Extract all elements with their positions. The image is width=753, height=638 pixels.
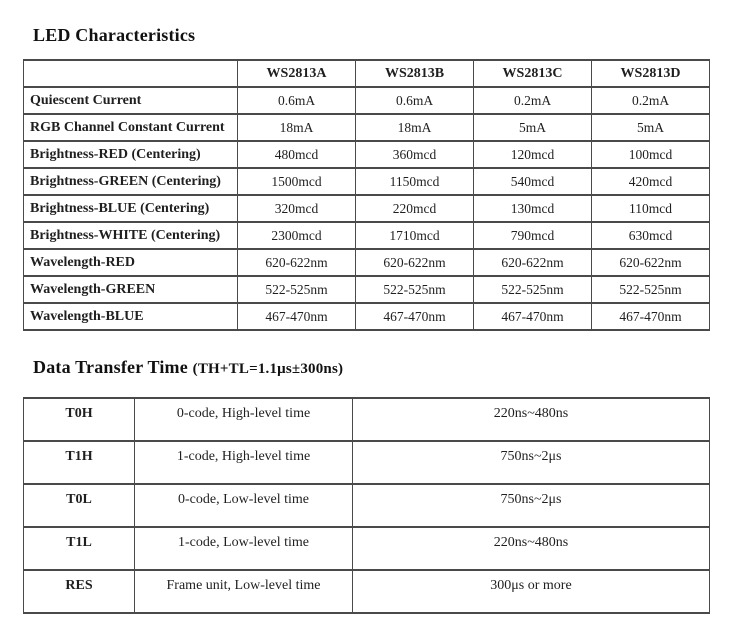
cell-value: 522-525nm	[238, 276, 356, 303]
timing-value: 750ns~2μs	[353, 484, 710, 527]
led-table-header-row	[24, 60, 710, 87]
cell-value: 620-622nm	[474, 249, 592, 276]
timing-symbol: T0H	[24, 398, 135, 441]
cell-value: 620-622nm	[356, 249, 474, 276]
table-row	[24, 303, 710, 330]
cell-value: 5mA	[474, 114, 592, 141]
table-row	[24, 484, 710, 527]
cell-value: 100mcd	[592, 141, 710, 168]
led-characteristics-table	[23, 59, 710, 331]
cell-value: 110mcd	[592, 195, 710, 222]
cell-value: 130mcd	[474, 195, 592, 222]
timing-value: 750ns~2μs	[353, 441, 710, 484]
cell-value: 467-470nm	[238, 303, 356, 330]
row-label: Wavelength-RED	[24, 249, 238, 276]
header-cell-ws2813d: WS2813D	[592, 60, 710, 87]
cell-value: 522-525nm	[474, 276, 592, 303]
cell-value: 467-470nm	[592, 303, 710, 330]
cell-value: 1710mcd	[356, 222, 474, 249]
table-row	[24, 276, 710, 303]
row-label: RGB Channel Constant Current	[24, 114, 238, 141]
table-row	[24, 222, 710, 249]
table-row	[24, 168, 710, 195]
timing-symbol: T0L	[24, 484, 135, 527]
timing-description: 0-code, Low-level time	[135, 484, 353, 527]
timing-description: 1-code, Low-level time	[135, 527, 353, 570]
data-transfer-time-title	[33, 357, 343, 378]
header-cell-ws2813a: WS2813A	[238, 60, 356, 87]
cell-value: 630mcd	[592, 222, 710, 249]
cell-value: 420mcd	[592, 168, 710, 195]
timing-description: 0-code, High-level time	[135, 398, 353, 441]
cell-value: 1150mcd	[356, 168, 474, 195]
led-characteristics-title: LED Characteristics	[33, 25, 196, 45]
timing-value: 220ns~480ns	[353, 398, 710, 441]
cell-value: 467-470nm	[474, 303, 592, 330]
row-label: Brightness-RED (Centering)	[24, 141, 238, 168]
row-label: Brightness-BLUE (Centering)	[24, 195, 238, 222]
cell-value: 522-525nm	[592, 276, 710, 303]
title-sub-text: (TH+TL=1.1μs±300ns)	[192, 361, 344, 377]
cell-value: 620-622nm	[592, 249, 710, 276]
row-label: Brightness-WHITE (Centering)	[24, 222, 238, 249]
table-row	[24, 570, 710, 613]
table-row	[24, 114, 710, 141]
cell-value: 790mcd	[474, 222, 592, 249]
cell-value: 5mA	[592, 114, 710, 141]
table-row	[24, 141, 710, 168]
row-label: Brightness-GREEN (Centering)	[24, 168, 238, 195]
header-cell-ws2813c: WS2813C	[474, 60, 592, 87]
table-row	[24, 441, 710, 484]
cell-value: 0.2mA	[474, 87, 592, 114]
cell-value: 620-622nm	[238, 249, 356, 276]
cell-value: 522-525nm	[356, 276, 474, 303]
cell-value: 1500mcd	[238, 168, 356, 195]
cell-value: 120mcd	[474, 141, 592, 168]
timing-description: 1-code, High-level time	[135, 441, 353, 484]
cell-value: 320mcd	[238, 195, 356, 222]
table-row	[24, 249, 710, 276]
timing-value: 300μs or more	[353, 570, 710, 613]
table-row	[24, 527, 710, 570]
data-transfer-time-table	[23, 397, 710, 614]
cell-value: 360mcd	[356, 141, 474, 168]
cell-value: 0.6mA	[356, 87, 474, 114]
row-label: Wavelength-BLUE	[24, 303, 238, 330]
cell-value: 18mA	[356, 114, 474, 141]
table-row	[24, 398, 710, 441]
cell-value: 467-470nm	[356, 303, 474, 330]
cell-value: 18mA	[238, 114, 356, 141]
cell-value: 0.6mA	[238, 87, 356, 114]
header-blank-cell	[24, 60, 238, 87]
cell-value: 540mcd	[474, 168, 592, 195]
title-main-text: Data Transfer Time	[33, 357, 188, 377]
timing-value: 220ns~480ns	[353, 527, 710, 570]
timing-symbol: T1L	[24, 527, 135, 570]
cell-value: 220mcd	[356, 195, 474, 222]
row-label: Quiescent Current	[24, 87, 238, 114]
cell-value: 2300mcd	[238, 222, 356, 249]
timing-symbol: RES	[24, 570, 135, 613]
timing-description: Frame unit, Low-level time	[135, 570, 353, 613]
cell-value: 480mcd	[238, 141, 356, 168]
timing-symbol: T1H	[24, 441, 135, 484]
header-cell-ws2813b: WS2813B	[356, 60, 474, 87]
table-row	[24, 195, 710, 222]
cell-value: 0.2mA	[592, 87, 710, 114]
table-row	[24, 87, 710, 114]
row-label: Wavelength-GREEN	[24, 276, 238, 303]
